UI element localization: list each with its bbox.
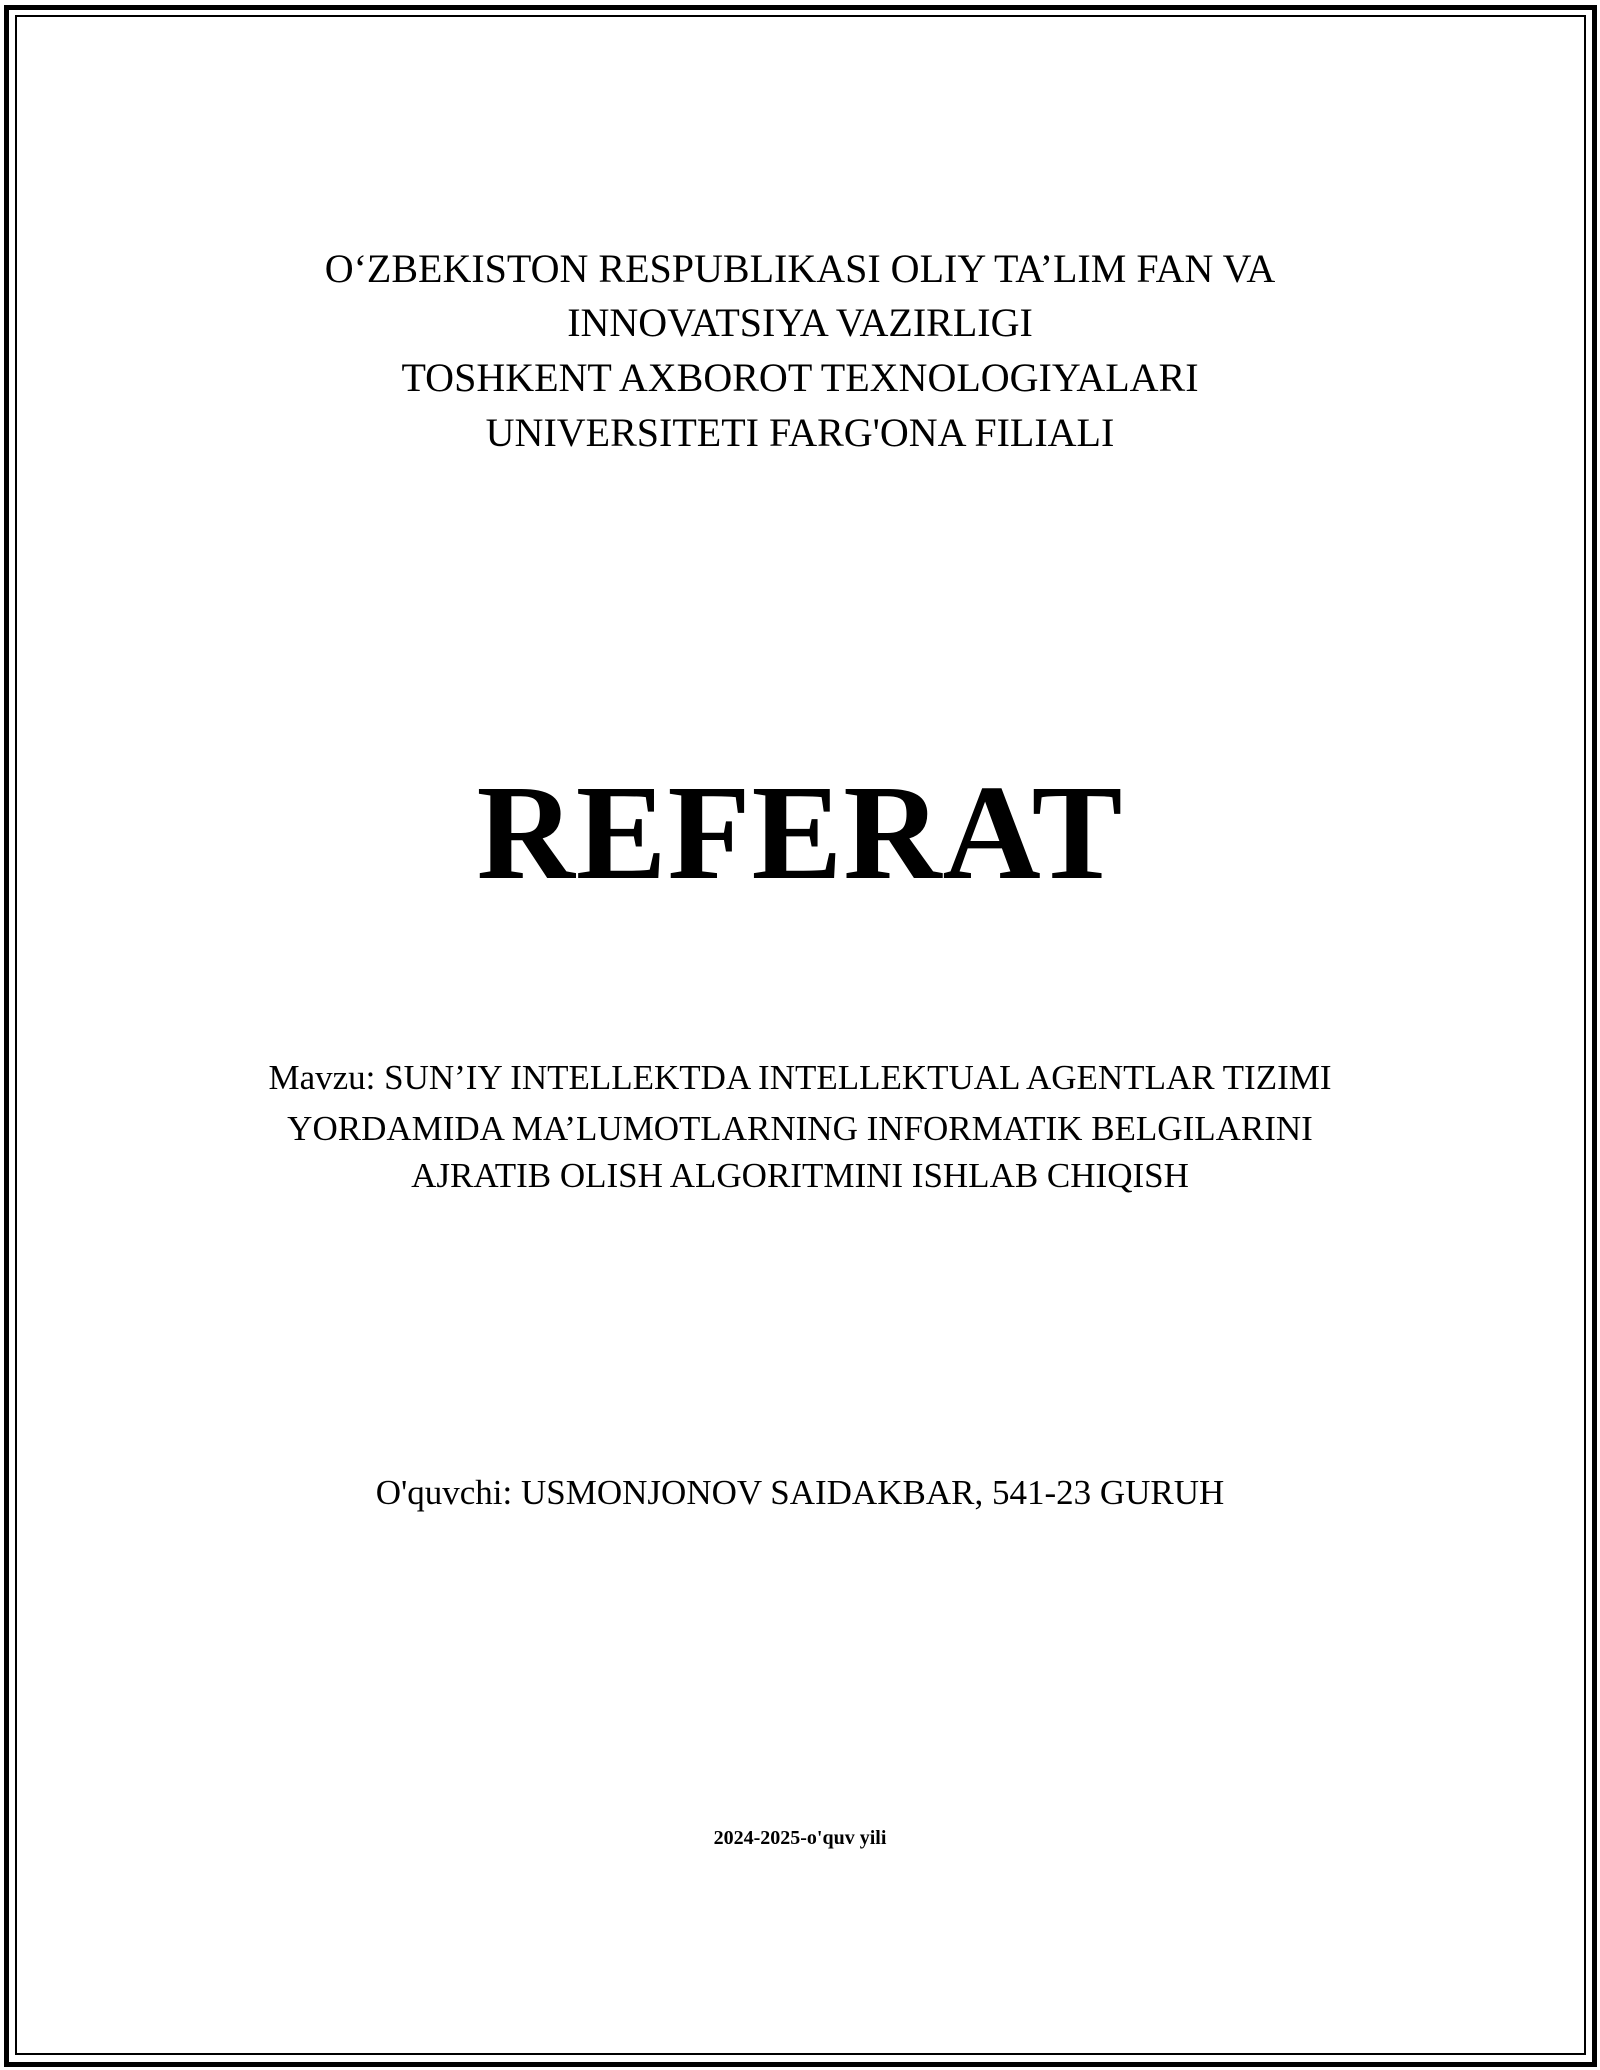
document-title: REFERAT (476, 758, 1124, 908)
university-line-1: TOSHKENT AXBOROT TEXNOLOGIYALARI (401, 355, 1199, 400)
ministry-line-2: INNOVATSIYA VAZIRLIGI (567, 300, 1033, 345)
ministry-line-1: O‘ZBEKISTON RESPUBLIKASI OLIY TA’LIM FAN VA (324, 246, 1276, 291)
student-info: O'quvchi: USMONJONOV SAIDAKBAR, 541-23 GURUH (375, 1473, 1225, 1512)
topic-line-1: Mavzu: SUN’IY INTELLEKTDA INTELLEKTUAL AGENTLAR TIZIMI (268, 1058, 1332, 1097)
university-line-2: UNIVERSITETI FARG'ONA FILIALI (485, 410, 1115, 455)
academic-year: 2024-2025-o'quv yili (713, 1827, 887, 1849)
topic-line-2: YORDAMIDA MA’LUMOTLARNING INFORMATIK BELGILARINI (287, 1109, 1313, 1148)
topic-line-3: AJRATIB OLISH ALGORITMINI ISHLAB CHIQISH (411, 1156, 1189, 1195)
